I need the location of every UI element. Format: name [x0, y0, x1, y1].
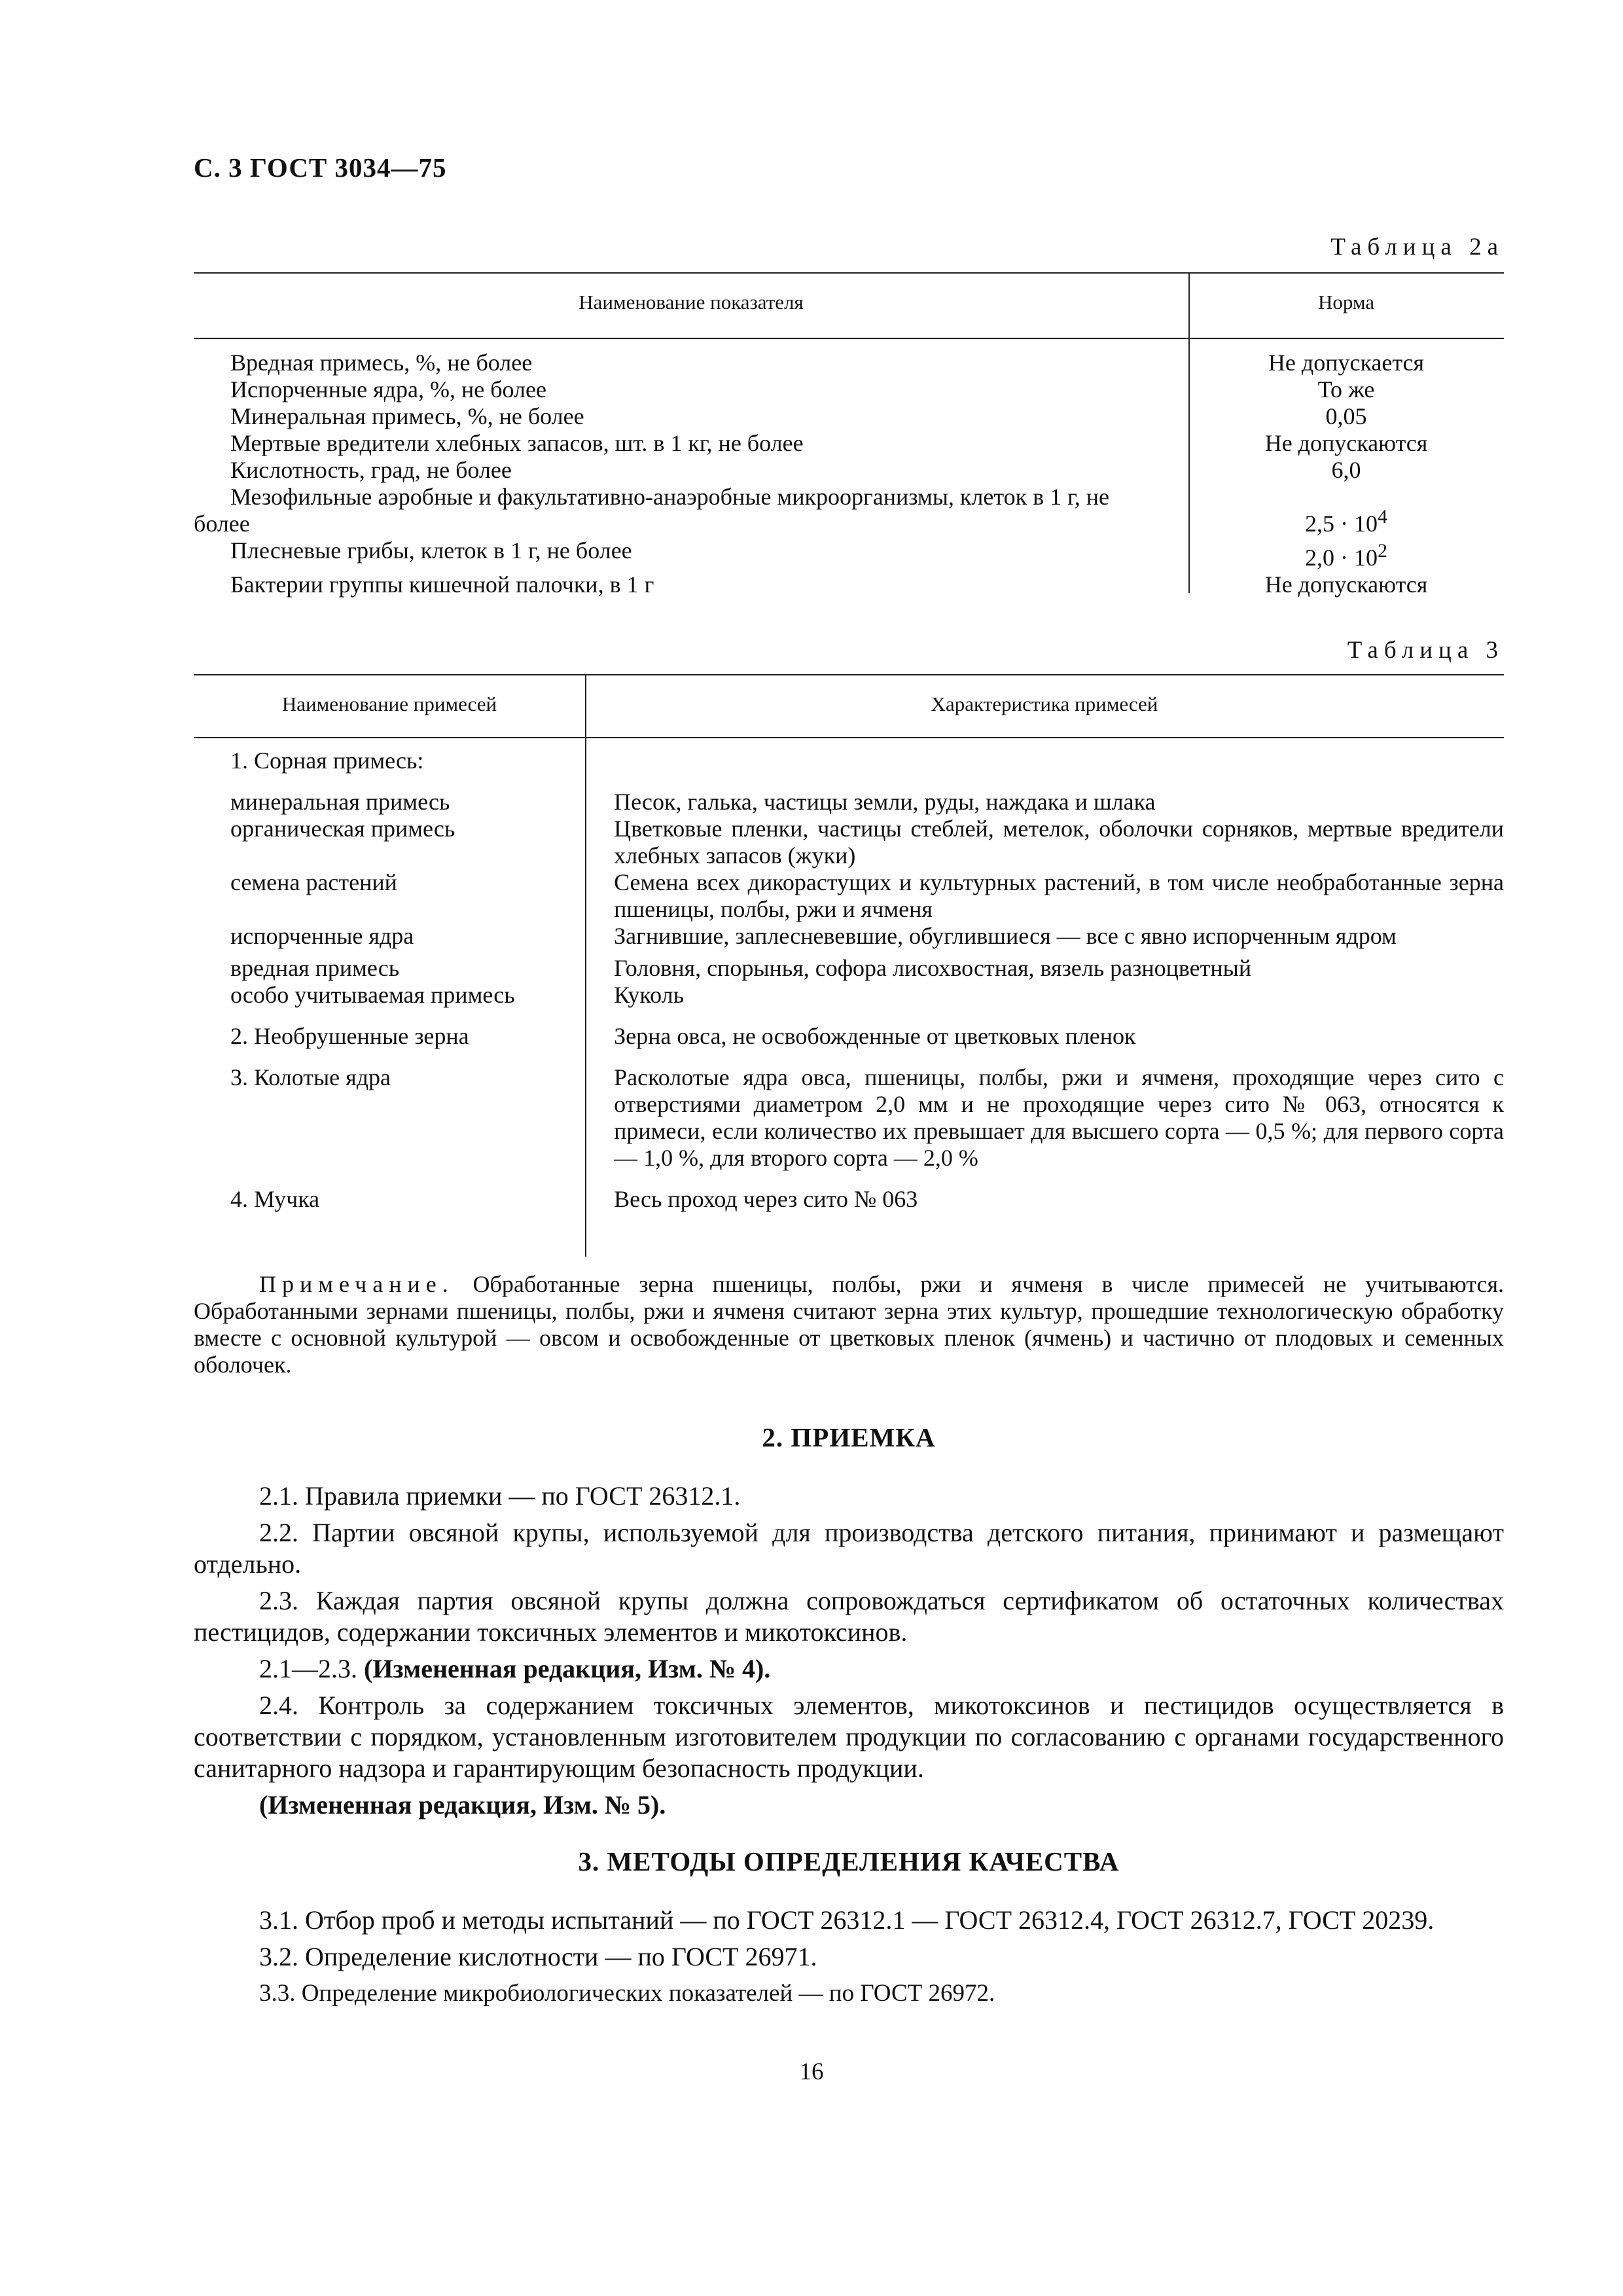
impurity-name: 1. Сорная примесь:: [230, 747, 424, 774]
table-row: [194, 1023, 1504, 1050]
section-title: 2. ПРИЕМКА: [762, 1422, 936, 1452]
indicator-name: Бактерии группы кишечной палочки, в 1 г: [230, 571, 654, 598]
indicator-name: Мезофильные аэробные и факультативно-анаэробные микроорганизмы, клеток в 1 г, не более: [194, 484, 1110, 537]
table-rule: [194, 272, 1504, 274]
impurity-name: испорченные ядра: [230, 923, 414, 949]
table-row: [194, 816, 1504, 869]
impurity-name: минеральная примесь: [230, 789, 450, 815]
section-2-body: [194, 1480, 1504, 1826]
norm-exponent: 2: [1378, 540, 1387, 562]
clause-2-3: 2.3. Каждая партия овсяной крупы должна сопровождаться сертификатом об остаточных количествах пестицидов, содержании токсичных элементов и микотоксинов.: [194, 1586, 1504, 1647]
table-row: [194, 571, 1504, 598]
impurity-characteristic: Песок, галька, частицы земли, руды, наждака и шлака: [614, 789, 1156, 815]
table-rule: [194, 737, 1504, 738]
indicator-norm: То же: [1317, 376, 1375, 403]
amendment-note: (Измененная редакция, Изм. № 5).: [259, 1790, 666, 1820]
table-rule: [194, 674, 1504, 675]
impurity-name: семена растений: [230, 869, 397, 895]
column-header-characteristic: Характеристика примесей: [931, 692, 1158, 715]
impurity-characteristic: Расколотые ядра овса, пшеницы, полбы, ржи и ячменя, проходящие через сито с отверстиями диаметром 2,0 мм и не проходящие через сито № 063, относятся к примеси, если количество их превышает для высшего сорта — 0,5 %; для первого сорта — 1,0 %, для второго сорта — 2,0 %: [614, 1064, 1504, 1171]
section-3-body: [194, 1905, 1504, 2015]
impurity-characteristic: Загнившие, заплесневевшие, обуглившиеся — все с явно испорченным ядром: [614, 923, 1397, 949]
impurity-name: органическая примесь: [230, 816, 455, 842]
impurity-characteristic: Семена всех дикорастущих и культурных растений, в том числе необработанные зерна пшеницы, полбы, ржи и ячменя: [614, 869, 1504, 922]
norm-base: 2,0 · 10: [1305, 545, 1378, 571]
clause-3-1: 3.1. Отбор проб и методы испытаний — по ГОСТ 26312.1 — ГОСТ 26312.4, ГОСТ 26312.7, ГОСТ 20239.: [259, 1905, 1435, 1935]
table-row: [194, 430, 1504, 457]
impurity-name: особо учитываемая примесь: [230, 982, 515, 1008]
indicator-name: Кислотность, град, не более: [230, 457, 512, 483]
table-row: [194, 1186, 1504, 1213]
impurity-name: вредная примесь: [230, 955, 400, 981]
column-header-name: Наименование показателя: [579, 291, 804, 314]
table-row: [194, 350, 1504, 376]
impurity-characteristic: Цветковые пленки, частицы стеблей, метелок, оболочки сорняков, мертвые вредители хлебных запасов (жуки): [614, 816, 1504, 869]
impurity-characteristic: Весь проход через сито № 063: [614, 1186, 918, 1212]
table-row: [194, 376, 1504, 403]
table-row: [194, 789, 1504, 816]
indicator-name: Плесневые грибы, клеток в 1 г, не более: [230, 537, 632, 564]
column-header-name: Наименование примесей: [281, 692, 497, 715]
section-title: 3. МЕТОДЫ ОПРЕДЕЛЕНИЯ КАЧЕСТВА: [578, 1846, 1120, 1876]
indicator-norm: 6,0: [1331, 457, 1361, 483]
indicator-norm: Не допускаются: [1264, 571, 1428, 598]
table-row: [194, 869, 1504, 923]
clause-range: 2.1—2.3.: [259, 1654, 357, 1683]
impurity-characteristic: Головня, спорынья, софора лисохвостная, вязель разноцветный: [614, 955, 1252, 981]
indicator-norm: Не допускается: [1268, 350, 1425, 376]
indicator-name: Испорченные ядра, %, не более: [230, 376, 546, 403]
table-row: [194, 923, 1504, 950]
indicator-name: Минеральная примесь, %, не более: [230, 403, 584, 429]
table-row: [194, 955, 1504, 982]
note-text: Обработанные зерна пшеницы, полбы, ржи и ячменя в числе примесей не учитываются. Обработанными зернами пшеницы, полбы, ржи и ячменя считают зерна этих культур, прошедшие технологическую обработку вместе с основной культурой — овсом и освобожденные от цветковых пленок (ячмень) и частично от плодовых и семенных оболочек.: [194, 1271, 1505, 1378]
table-row: [194, 403, 1504, 430]
clause-3-2: 3.2. Определение кислотности — по ГОСТ 26971.: [259, 1942, 817, 1971]
table-2a-caption: Таблица 2а: [1330, 234, 1504, 260]
norm-base: 2,5 · 10: [1305, 511, 1378, 537]
impurity-name: 3. Колотые ядра: [230, 1064, 391, 1090]
table-2a: [194, 272, 1504, 598]
amendment-text: (Измененная редакция, Изм. № 4).: [364, 1654, 771, 1683]
table-3-caption: Таблица 3: [1347, 637, 1504, 664]
page-number: 16: [799, 2058, 824, 2085]
table-row: [194, 747, 1504, 774]
indicator-norm: 0,05: [1325, 403, 1367, 429]
table-3: [194, 674, 1504, 1257]
clause-2-4: 2.4. Контроль за содержанием токсичных элементов, микотоксинов и пестицидов осуществляется в соответствии с порядком, установленным изготовителем продукции по согласованию с органами государственного санитарного надзора и гарантирующим безопасность продукции.: [194, 1691, 1504, 1783]
table-row: [194, 457, 1504, 484]
impurity-name: 4. Мучка: [230, 1186, 320, 1212]
table-row: [194, 537, 1504, 571]
indicator-norm: [1188, 537, 1504, 571]
indicator-norm: [1188, 503, 1504, 537]
clause-3-3: 3.3. Определение микробиологических показателей — по ГОСТ 26972.: [259, 1980, 995, 2007]
table-row: [194, 982, 1504, 1009]
note-label: Примечание.: [259, 1271, 454, 1297]
page-header: С. 3 ГОСТ 3034—75: [194, 152, 447, 183]
impurity-characteristic: Зерна овса, не освобожденные от цветковых пленок: [614, 1023, 1136, 1049]
clause-2-1: 2.1. Правила приемки — по ГОСТ 26312.1.: [259, 1481, 741, 1511]
table-note: [194, 1271, 1504, 1378]
column-header-norm: Норма: [1317, 291, 1375, 314]
impurity-name: 2. Необрушенные зерна: [230, 1023, 469, 1049]
norm-exponent: 4: [1378, 506, 1387, 528]
indicator-name: Мертвые вредители хлебных запасов, шт. в 1 кг, не более: [230, 430, 804, 456]
indicator-name: Вредная примесь, %, не более: [230, 350, 533, 376]
impurity-characteristic: Куколь: [614, 982, 684, 1008]
amendment-note: [194, 1653, 1504, 1685]
table-row: [194, 1064, 1504, 1172]
table-rule: [194, 338, 1504, 339]
clause-2-2: 2.2. Партии овсяной крупы, используемой для производства детского питания, принимают и размещают отдельно.: [194, 1518, 1504, 1579]
table-row: [194, 484, 1504, 537]
indicator-norm: Не допускаются: [1264, 430, 1428, 456]
impurity-characteristic: [614, 747, 1504, 774]
